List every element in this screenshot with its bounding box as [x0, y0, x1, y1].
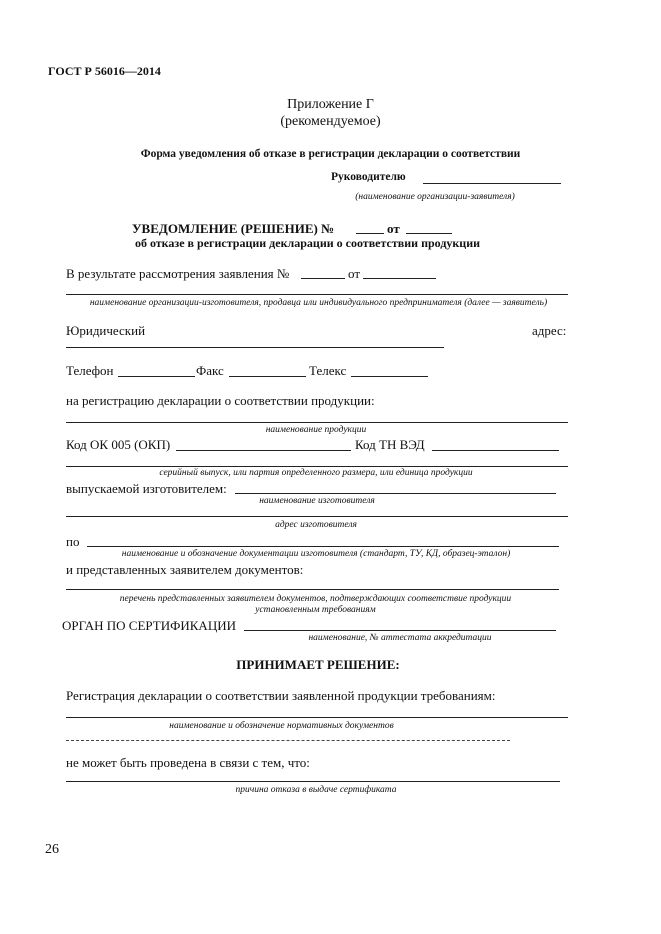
phone-label: Телефон	[66, 363, 114, 378]
addressee-line	[423, 183, 561, 184]
normative-caption: наименование и обозначение нормативных документов	[169, 721, 394, 731]
tnved-label: Код ТН ВЭД	[355, 437, 425, 452]
manufacturer-address-caption: адрес изготовителя	[275, 520, 357, 530]
notice-number-line	[356, 233, 384, 234]
reason-line	[66, 781, 560, 782]
organ-label: ОРГАН ПО СЕРТИФИКАЦИИ	[62, 618, 236, 633]
batch-line	[66, 466, 568, 467]
applicant-caption: наименование организации-изготовителя, продавца или индивидуального предпринимателя (далее — заявитель)	[89, 298, 548, 308]
registration-label: на регистрацию декларации о соответствии продукции:	[66, 393, 375, 408]
phone-line	[118, 376, 195, 377]
legal-label: Юридический	[66, 323, 146, 338]
notice-date-line	[406, 233, 452, 234]
okp-line	[176, 450, 351, 451]
address-label: адрес:	[532, 323, 567, 338]
reason-caption: причина отказа в выдаче сертификата	[235, 785, 397, 795]
result-label: В результате рассмотрения заявления №	[66, 266, 290, 281]
normative-line	[66, 717, 568, 718]
manufacturer-caption: наименование изготовителя	[259, 496, 375, 506]
fax-label: Факс	[196, 363, 224, 378]
organ-caption: наименование, № аттестата аккредитации	[308, 633, 492, 643]
batch-caption: серийный выпуск, или партия определенного размера, или единица продукции	[159, 468, 473, 478]
notice-title-line2: об отказе в регистрации декларации о соответствии продукции	[134, 236, 481, 250]
addressee-caption: (наименование организации-заявителя)	[355, 192, 515, 202]
applicant-line	[66, 294, 568, 295]
product-line	[66, 422, 568, 423]
document-header: ГОСТ Р 56016—2014	[48, 64, 161, 78]
manufacturer-line	[235, 493, 556, 494]
fax-line	[229, 376, 306, 377]
notice-from-label: от	[387, 221, 400, 236]
notice-title: УВЕДОМЛЕНИЕ (РЕШЕНИЕ) №	[132, 221, 335, 236]
legal-address-line	[66, 347, 444, 348]
submitted-label: и представленных заявителем документов:	[66, 562, 304, 577]
by-label: по	[66, 534, 80, 549]
application-number-line	[301, 278, 345, 279]
form-title: Форма уведомления об отказе в регистрации декларации о соответствии	[140, 148, 521, 160]
appendix-subtitle: (рекомендуемое)	[280, 114, 381, 129]
documents-caption-line2: установленным требованиям	[255, 605, 376, 615]
standard-caption: наименование и обозначение документации изготовителя (стандарт, ТУ, КД, образец-эталон)	[121, 549, 511, 559]
manufactured-label: выпускаемой изготовителем:	[66, 481, 227, 496]
documents-caption-line1: перечень представленных заявителем документов, подтверждающих соответствие продукции	[119, 594, 512, 604]
product-caption: наименование продукции	[265, 425, 367, 435]
normative-line-2	[66, 740, 510, 741]
manufacturer-address-line	[66, 516, 568, 517]
decision-registration-text: Регистрация декларации о соответствии заявленной продукции требованиям:	[66, 688, 496, 703]
documents-line	[66, 589, 559, 590]
standard-line	[87, 546, 559, 547]
application-date-line	[363, 278, 436, 279]
decision-heading: ПРИНИМАЕТ РЕШЕНИЕ:	[236, 657, 400, 672]
tnved-line	[432, 450, 559, 451]
decision-cannot-text: не может быть проведена в связи с тем, что:	[66, 755, 310, 770]
telex-label: Телекс	[309, 363, 347, 378]
telex-line	[351, 376, 428, 377]
result-from-label: от	[348, 266, 361, 281]
addressee-label: Руководителю	[331, 171, 406, 183]
okp-label: Код ОК 005 (ОКП)	[66, 437, 171, 452]
appendix-title: Приложение Г	[287, 97, 374, 112]
page-number: 26	[45, 842, 59, 857]
organ-line	[244, 630, 556, 631]
